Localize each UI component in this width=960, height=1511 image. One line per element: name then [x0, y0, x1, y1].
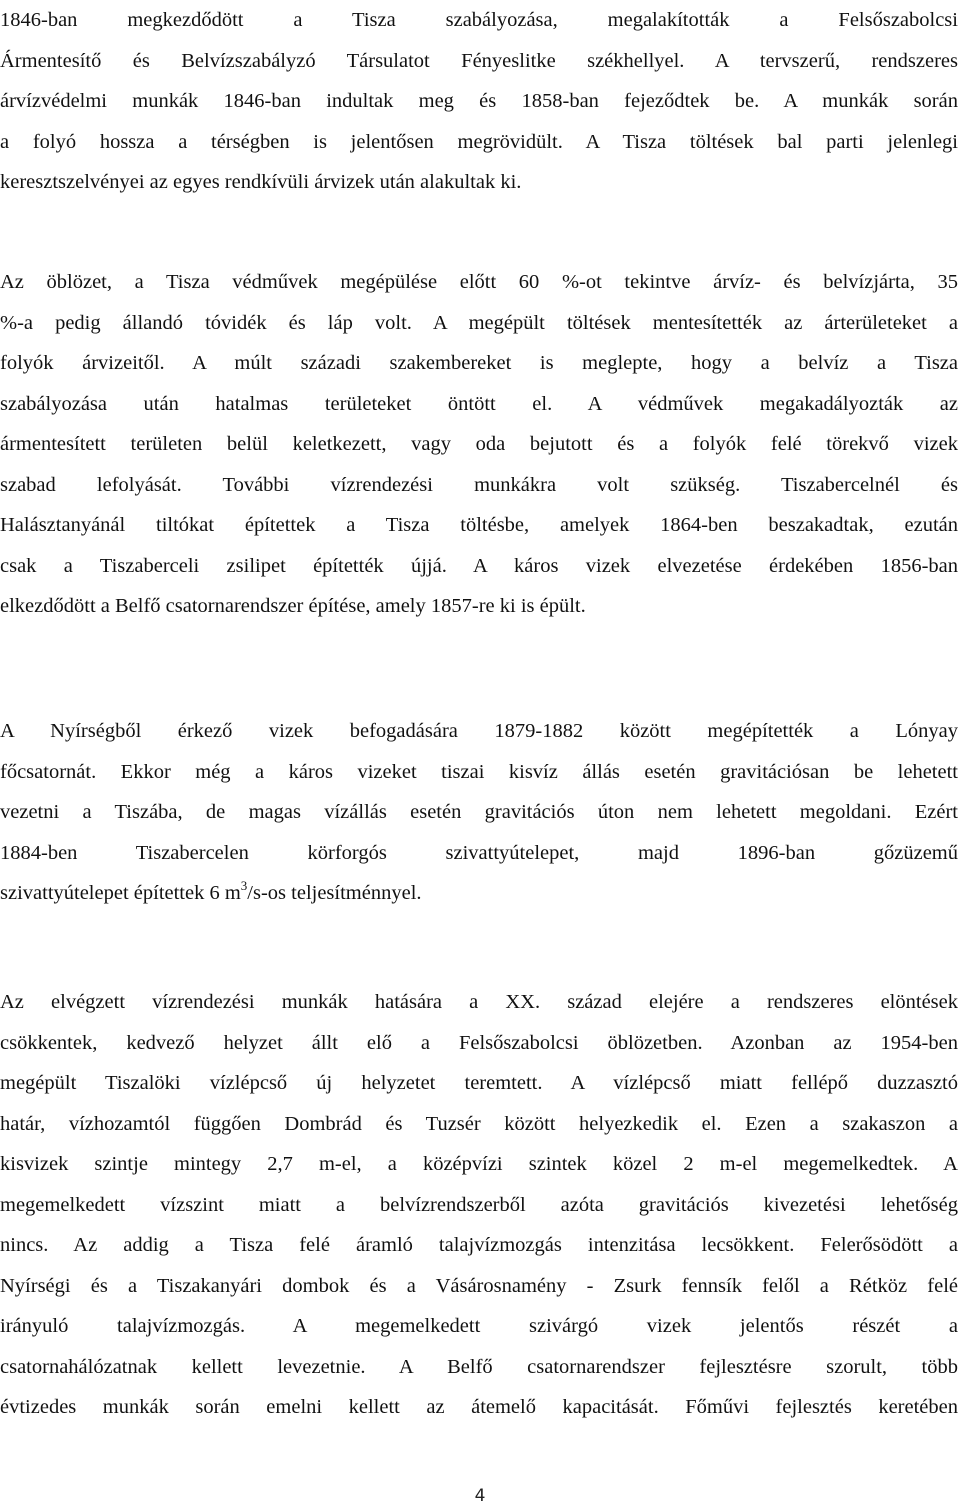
superscript-exponent: 3 [240, 878, 248, 893]
text-line: kisvizek szintje mintegy 2,7 m-el, a középvízi szintek közel 2 m-el megemelkedtek. A [0, 1153, 958, 1175]
text-line: évtizedes munkák során emelni kellett az átemelő kapacitását. Főművi fejlesztés keretében [0, 1396, 958, 1418]
text-line: keresztszelvényei az egyes rendkívüli árvizek után alakultak ki. [0, 171, 522, 193]
line-text: /s-os teljesítménnyel. [247, 882, 422, 904]
text-line: irányuló talajvízmozgás. A megemelkedett szivárgó vizek jelentős részét a [0, 1315, 958, 1337]
page-number: 4 [474, 1486, 486, 1506]
text-line: %-a pedig állandó tóvidék és láp volt. A megépült töltések mentesítették az árterületeket a [0, 311, 958, 334]
line-text: szivattyútelepet építettek 6 m [0, 882, 241, 904]
paragraph-1 [0, 0, 960, 203]
text-line: határ, vízhozamtól függően Dombrád és Tuzsér között helyezkedik el. Ezen a szakaszon a [0, 1112, 958, 1135]
text-line: csökkentek, kedvező helyzet állt elő a Felsőszabolcsi öblözetben. Azonban az 1954-ben [0, 1031, 958, 1054]
text-line: A Nyírségből érkező vizek befogadására 1879-1882 között megépítették a Lónyay [0, 720, 958, 742]
text-line [0, 873, 958, 914]
text-line: főcsatornát. Ekkor még a káros vizeket tiszai kisvíz állás esetén gravitációsan be lehetett [0, 760, 958, 783]
text-line: megemelkedett vízszint miatt a belvízrendszerből azóta gravitációs kivezetési lehetőség [0, 1193, 958, 1216]
text-line: 1884-ben Tiszabercelen körforgós szivattyútelepet, majd 1896-ban gőzüzemű [0, 841, 958, 864]
text-line: Nyírségi és a Tiszakanyári dombok és a Vásárosnamény - Zsurk fennsík felől a Rétköz felé [0, 1274, 958, 1297]
paragraph-2 [0, 262, 960, 627]
text-line: nincs. Az addig a Tisza felé áramló talajvízmozgás intenzitása lecsökkent. Felerősödött a [0, 1234, 958, 1256]
text-line: 1846-ban megkezdődött a Tisza szabályozása, megalakították a Felsőszabolcsi [0, 9, 958, 31]
text-line: ármentesített területen belül keletkezett, vagy oda bejutott és a folyók felé törekvő vizek [0, 433, 958, 455]
text-line: szabályozása után hatalmas területeket öntött el. A védművek megakadályozták az [0, 392, 958, 415]
text-line: Az elvégzett vízrendezési munkák hatására a XX. század elejére a rendszeres elöntések [0, 991, 958, 1013]
text-line: Ármentesítő és Belvízszabályzó Társulatot Fényeslitke székhellyel. A tervszerű, rendszeres [0, 49, 958, 72]
text-line: folyók árvizeitől. A múlt századi szakembereket is meglepte, hogy a belvíz a Tisza [0, 352, 958, 374]
text-line: Az öblözet, a Tisza védművek megépülése előtt 60 %-ot tekintve árvíz- és belvízjárta, 35 [0, 271, 958, 293]
text-line: csak a Tiszaberceli zsilipet építették újjá. A káros vizek elvezetése érdekében 1856-ban [0, 554, 958, 577]
text-line: elkezdődött a Belfő csatornarendszer építése, amely 1857-re ki is épült. [0, 595, 586, 617]
text-line: csatornahálózatnak kellett levezetnie. A Belfő csatornarendszer fejlesztésre szorult, több [0, 1355, 958, 1378]
text-line: Halásztanyánál tiltókat építettek a Tisza töltésbe, amelyek 1864-ben beszakadtak, ezután [0, 514, 958, 536]
paragraph-3 [0, 711, 960, 914]
text-line: megépült Tiszalöki vízlépcső új helyzetet teremtett. A vízlépcső miatt fellépő duzzasztó [0, 1072, 958, 1094]
text-line: vezetni a Tiszába, de magas vízállás esetén gravitációs úton nem lehetett megoldani. Ezért [0, 801, 958, 823]
text-line: árvízvédelmi munkák 1846-ban indultak meg és 1858-ban fejeződtek be. A munkák során [0, 90, 958, 112]
text-line: szabad lefolyását. További vízrendezési munkákra volt szükség. Tiszabercelnél és [0, 473, 958, 496]
paragraph-4 [0, 982, 960, 1428]
text-line: a folyó hossza a térségben is jelentősen megrövidült. A Tisza töltések bal parti jelenlegi [0, 130, 958, 153]
